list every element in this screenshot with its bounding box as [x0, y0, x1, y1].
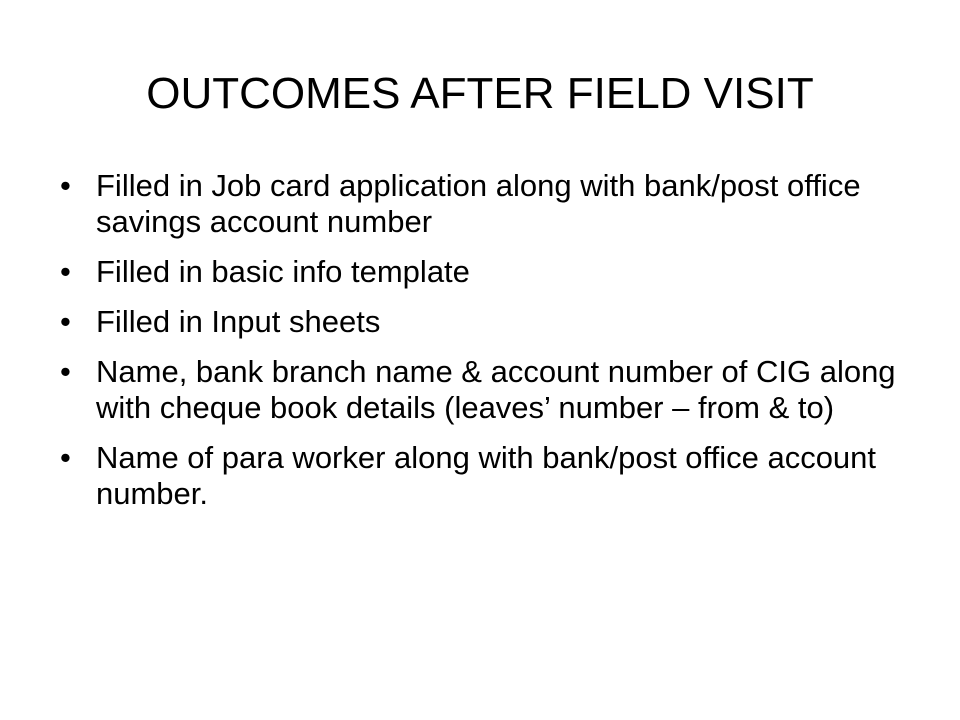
bullet-list [60, 168, 910, 526]
bullet-icon: • [60, 254, 71, 289]
list-item-text: Name, bank branch name & account number of CIG along with cheque book details (leaves’ number – from & to) [96, 354, 896, 425]
list-item-text: Filled in Input sheets [96, 304, 381, 339]
list-item [60, 254, 910, 290]
list-item-text: Name of para worker along with bank/post office account number. [96, 440, 877, 511]
list-item [60, 168, 910, 240]
list-item-text: Filled in basic info template [96, 254, 470, 289]
slide-title: OUTCOMES AFTER FIELD VISIT [146, 69, 814, 118]
list-item [60, 304, 910, 340]
bullet-icon: • [60, 440, 71, 475]
bullet-icon: • [60, 354, 71, 389]
bullet-icon: • [60, 168, 71, 203]
list-item [60, 354, 910, 426]
list-item-text: Filled in Job card application along with bank/post office savings account number [96, 168, 861, 239]
bullet-icon: • [60, 304, 71, 339]
list-item [60, 440, 910, 512]
